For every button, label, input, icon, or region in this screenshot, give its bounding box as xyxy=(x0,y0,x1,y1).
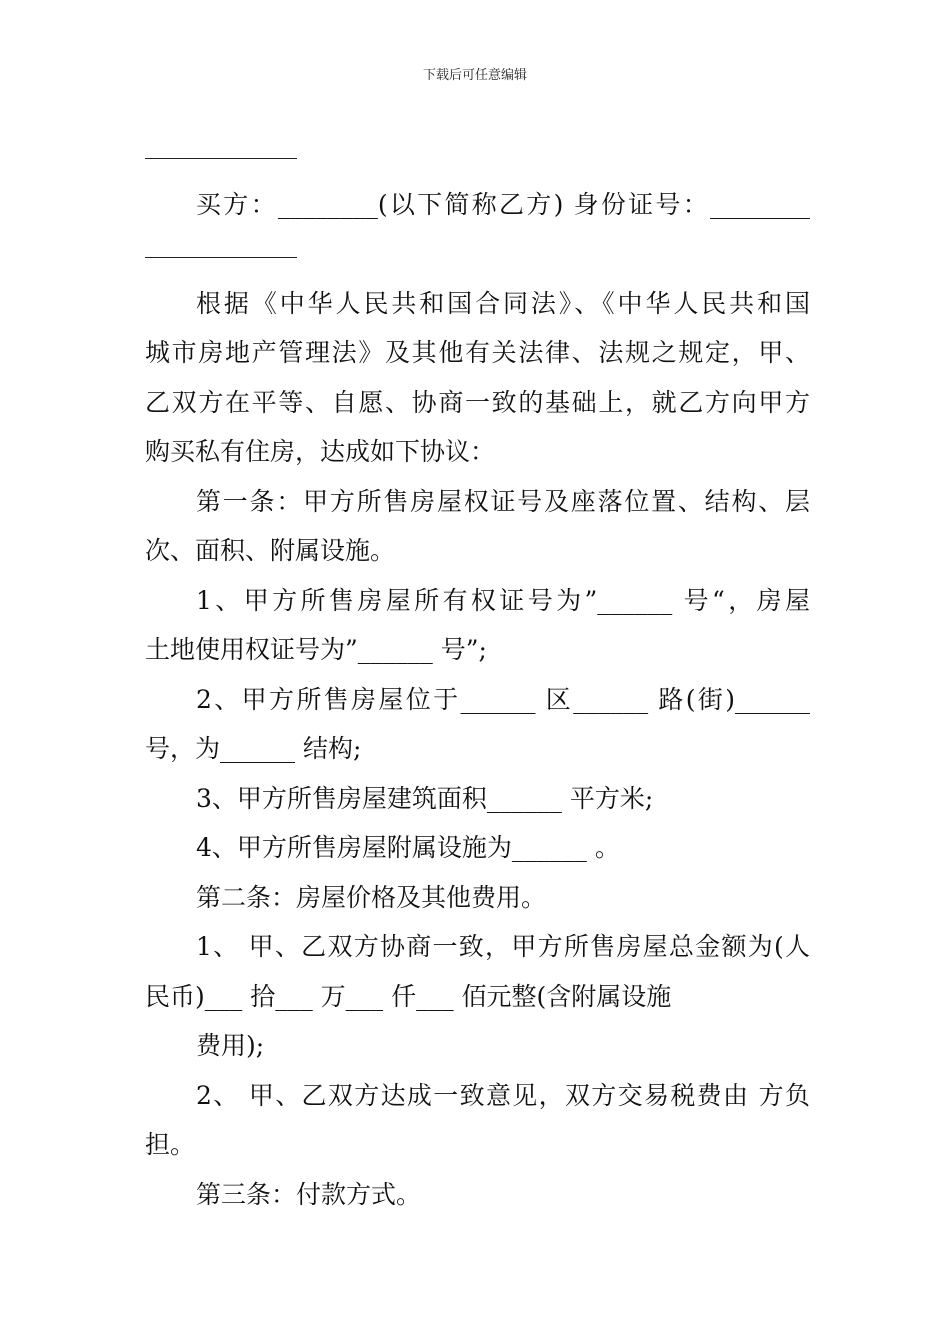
article-heading: 第三条：付款方式。 xyxy=(196,1179,422,1209)
buyer-line: 买方：________(以下简称乙方) 身份证号：________ xyxy=(196,189,810,219)
contract-body xyxy=(145,130,810,1219)
preamble-line: 根据《中华人民共和国合同法》、《中华人民共和国 xyxy=(196,288,810,318)
article-heading: 第一条：甲方所售房屋权证号及座落位置、结构、层 xyxy=(196,486,810,516)
underline-rule xyxy=(145,229,297,258)
preamble-line: 购买私有住房，达成如下协议： xyxy=(145,437,496,466)
blank-line-rule xyxy=(145,130,810,180)
page-header: 下载后可任意编辑 xyxy=(422,68,527,83)
clause-line: 1、甲方所售房屋所有权证号为”______ 号“，房屋 xyxy=(196,585,810,615)
article-heading: 次、面积、附属设施。 xyxy=(145,536,396,565)
clause-line: 3、甲方所售房屋建筑面积______ 平方米; xyxy=(196,783,654,813)
clause-line: 号，为______ 结构; xyxy=(145,734,362,763)
clause-line: 费用); xyxy=(196,1031,265,1060)
clause-line: 土地使用权证号为”______ 号”; xyxy=(145,635,487,664)
preamble-line: 乙双方在平等、自愿、协商一致的基础上，就乙方向甲方 xyxy=(145,387,810,417)
blank-line-rule xyxy=(145,229,810,279)
clause-line: 担。 xyxy=(145,1130,196,1159)
clause-line: 1、 甲、乙双方协商一致，甲方所售房屋总金额为(人 xyxy=(196,932,810,961)
clause-line: 民币)___ 拾___ 万___ 仟___ 佰元整(含附属设施 xyxy=(145,981,672,1011)
underline-rule xyxy=(145,130,297,159)
preamble-line: 城市房地产管理法》及其他有关法律、法规之规定，甲、 xyxy=(145,338,810,367)
clause-line: 2、 甲、乙双方达成一致意见，双方交易税费由 方负 xyxy=(196,1080,810,1110)
article-heading: 第二条：房屋价格及其他费用。 xyxy=(196,882,547,912)
clause-line: 2、甲方所售房屋位于______ 区______ 路(街)______ xyxy=(196,684,810,714)
clause-line: 4、甲方所售房屋附属设施为______ 。 xyxy=(196,833,620,862)
